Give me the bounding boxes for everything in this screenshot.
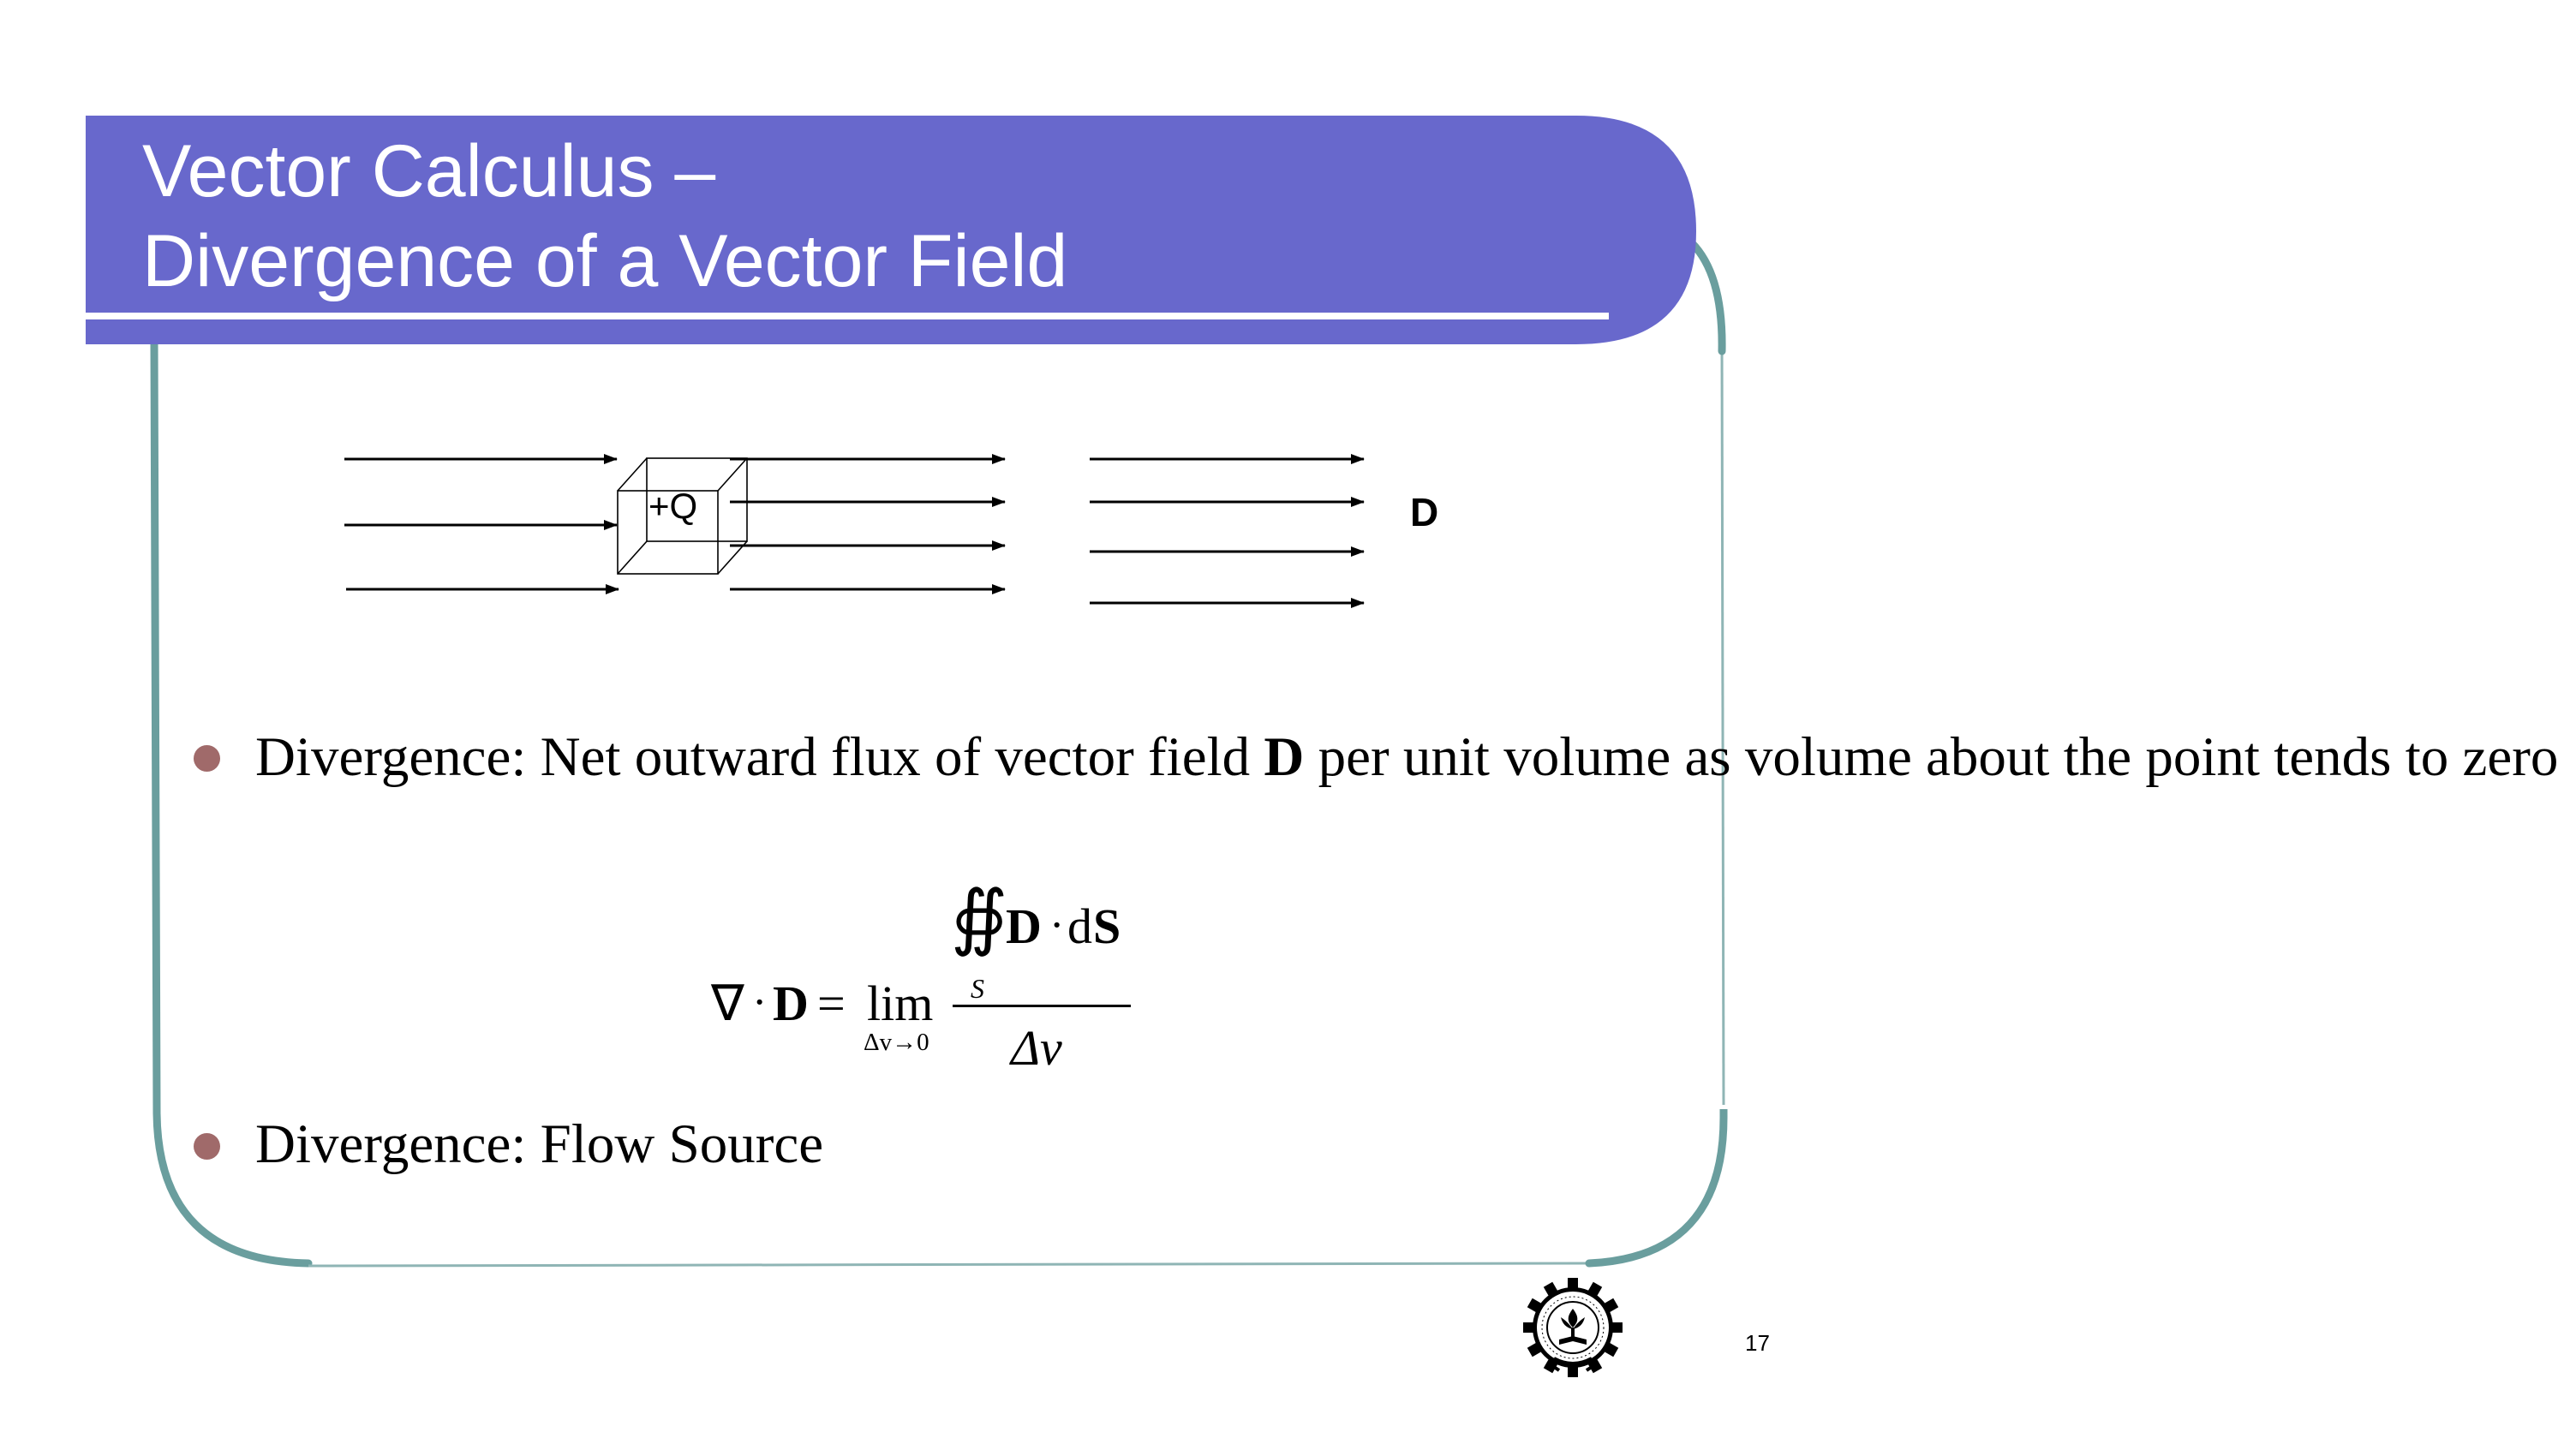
field-diagram [0, 0, 1885, 685]
outgoing-field-arrows [730, 459, 1005, 589]
eq-surface-label: S [971, 973, 984, 1004]
eq-dot: · [752, 978, 768, 1027]
eq-denominator: Δv [1011, 1020, 1062, 1076]
bullet-1-field-symbol: D [1264, 726, 1305, 788]
bullet-1-text-b: per unit volume as volume about the point tends to zero [1304, 726, 2558, 788]
bullet-2-text: Divergence: Flow Source [255, 1113, 824, 1175]
title-line-1: Vector Calculus – [142, 130, 716, 212]
bullet-marker [194, 1133, 220, 1160]
charge-label: +Q [648, 486, 698, 526]
eq-surface-integral: ∯ [951, 878, 1008, 958]
field-label: D [1410, 490, 1439, 534]
eq-lhs-field: D [773, 976, 809, 1031]
institute-emblem-logo [1520, 1274, 1626, 1381]
eq-num-dot: · [1049, 901, 1065, 950]
incoming-field-arrows [344, 459, 619, 589]
eq-num-field: D [1006, 898, 1042, 954]
eq-equals: = [817, 976, 846, 1031]
eq-lim-subscript: Δv→0 [864, 1029, 929, 1056]
eq-num-d: d [1067, 898, 1092, 954]
fraction-bar [953, 1005, 1131, 1007]
bullet-1-text-a: Divergence: Net outward flux of vector field [255, 726, 1264, 788]
uniform-field-arrows [1090, 459, 1364, 603]
eq-num-S: S [1093, 898, 1121, 954]
page-number: 17 [1745, 1330, 1770, 1356]
bullet-marker [194, 745, 220, 772]
eq-lim: lim [867, 976, 934, 1031]
bullet-1-line-1 [255, 726, 2558, 788]
title-line-2: Divergence of a Vector Field [142, 220, 1068, 302]
eq-nabla: ∇ [711, 976, 744, 1031]
